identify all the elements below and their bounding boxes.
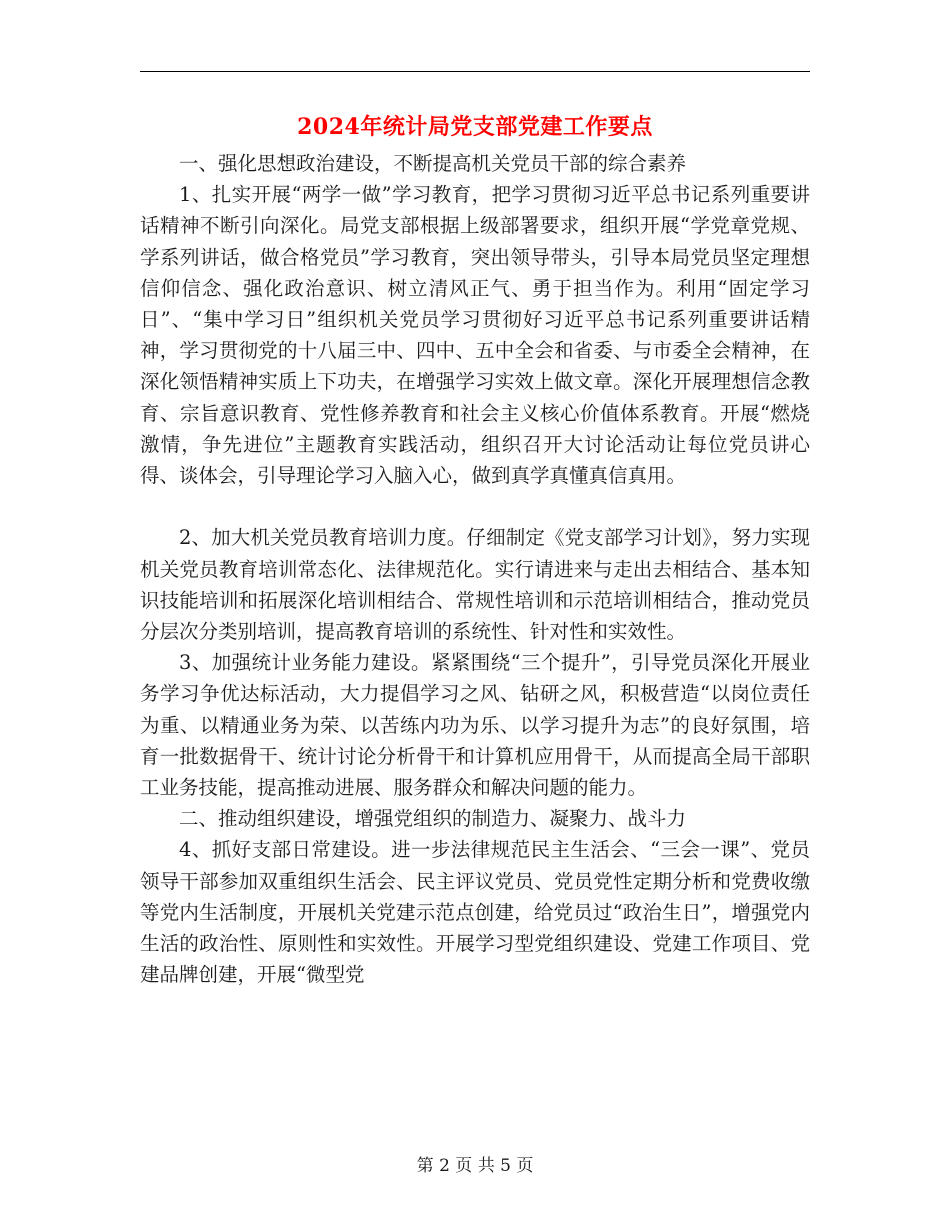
document-body: [140, 148, 810, 990]
header-rule: [140, 71, 810, 72]
section-heading: 一、强化思想政治建设，不断提高机关党员干部的综合素养: [179, 152, 687, 175]
page-number-footer: 第 2 页 共 5 页: [416, 1156, 534, 1176]
paragraph: 1、扎实开展“两学一做”学习教育，把学习贯彻习近平总书记系列重要讲话精神不断引向深化。局党支部根据上级部署要求，组织开展“学党章党规、学系列讲话，做合格党员”学习教育，突出领导带头，引导本局党员坚定理想信仰信念、强化政治意识、树立清风正气、勇于担当作为。利用“固定学习日”、“集中学习日”组织机关党员学习贯彻好习近平总书记系列重要讲话精神，学习贯彻党的十八届三中、四中、五中全会和省委、与市委全会精神，在深化领悟精神实质上下功夫，在增强学习实效上做文章。深化开展理想信念教育、宗旨意识教育、党性修养教育和社会主义核心价值体系教育。开展“燃烧激情，争先进位”主题教育实践活动，组织召开大讨论活动让每位党员讲心得、谈体会，引导理论学习入脑入心，做到真学真懂真信真用。: [140, 183, 810, 488]
paragraph: 4、抓好支部日常建设。进一步法律规范民主生活会、“三会一课”、党员领导干部参加双重组织生活会、民主评议党员、党员党性定期分析和党费收缴等党内生活制度，开展机关党建示范点创建，给党员过“政治生日”，增强党内生活的政治性、原则性和实效性。开展学习型党组织建设、党建工作项目、党建品牌创建，开展“微型党: [140, 838, 810, 987]
paragraph: 2、加大机关党员教育培训力度。仔细制定《党支部学习计划》，努力实现机关党员教育培训常态化、法律规范化。实行请进来与走出去相结合、基本知识技能培训和拓展深化培训相结合、常规性培训和示范培训相结合，推动党员分层次分类别培训，提高教育培训的系统性、针对性和实效性。: [140, 526, 810, 644]
document-title: 2024年统计局党支部党建工作要点: [297, 114, 653, 140]
section-heading: 二、推动组织建设，增强党组织的制造力、凝聚力、战斗力: [179, 807, 687, 831]
paragraph: 3、加强统计业务能力建设。紧紧围绕“三个提升”，引导党员深化开展业务学习争优达标活动，大力提倡学习之风、钻研之风，积极营造“以岗位责任为重、以精通业务为荣、以苦练内功为乐、以学习提升为志”的良好氛围，培育一批数据骨干、统计讨论分析骨干和计算机应用骨干，从而提高全局干部职工业务技能，提高推动进展、服务群众和解决问题的能力。: [140, 651, 810, 800]
blank-line: [140, 491, 810, 522]
